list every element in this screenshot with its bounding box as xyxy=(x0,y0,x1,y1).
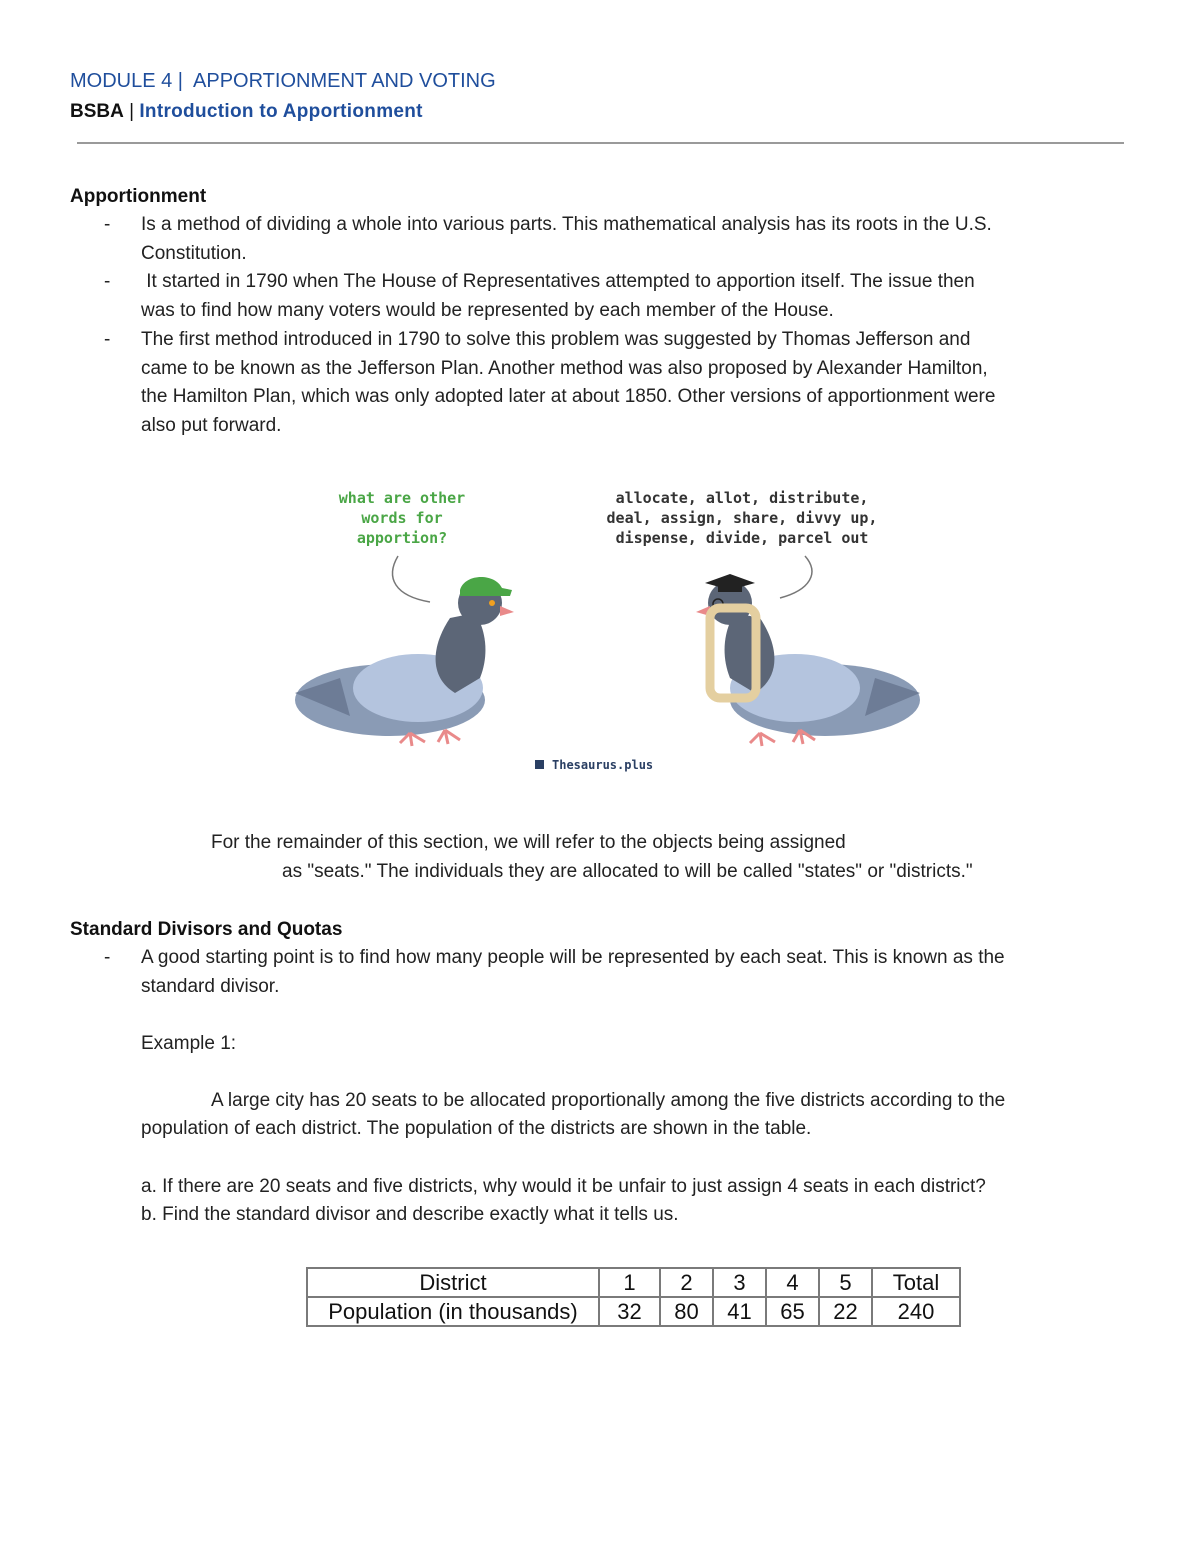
bullet-line: It started in 1790 when The House of Representatives attempted to apportion itself. The issue then xyxy=(141,271,975,293)
topic-title: Introduction to Apportionment xyxy=(139,101,423,122)
program-label: BSBA xyxy=(70,101,124,122)
example-label: Example 1: xyxy=(141,1033,237,1054)
question-a: a. If there are 20 seats and five districts, why would it be unfair to just assign 4 seats in each district? xyxy=(141,1176,986,1197)
bullet-line: A good starting point is to find how many people will be represented by each seat. This is known as the xyxy=(141,947,1005,968)
subtitle xyxy=(70,101,423,123)
table-header-cell: 1 xyxy=(599,1268,660,1297)
remainder-line-2: as "seats." The individuals they are allocated to will be called "states" or "districts." xyxy=(282,861,973,882)
left-pigeon-eye xyxy=(489,600,495,606)
bullet-line: also put forward. xyxy=(141,414,282,436)
bullet-line: Is a method of dividing a whole into various parts. This mathematical analysis has its roots in the U.S. xyxy=(141,214,992,235)
bullet-dash: - xyxy=(104,271,111,293)
bullet-line: The first method introduced in 1790 to solve this problem was suggested by Thomas Jefferson and xyxy=(141,328,971,350)
book-icon xyxy=(535,760,544,769)
standard-bullets xyxy=(0,944,1130,1001)
standard-heading: Standard Divisors and Quotas xyxy=(70,919,343,940)
subtitle-separator: | xyxy=(123,101,140,122)
bullet-line: the Hamilton Plan, which was only adopted later at about 1850. Other versions of apportionment were xyxy=(141,386,996,408)
graduation-cap-base xyxy=(718,584,742,592)
bullet-dash: - xyxy=(104,214,111,235)
table-row-label: Population (in thousands) xyxy=(307,1297,599,1326)
question-b: b. Find the standard divisor and describe exactly what it tells us. xyxy=(141,1204,679,1225)
bullet-line: came to be known as the Jefferson Plan. Another method was also proposed by Alexander Hamilton, xyxy=(141,357,988,379)
bullet-item xyxy=(0,268,1130,325)
header-divider xyxy=(77,142,1124,144)
bullet-line: standard divisor. xyxy=(141,975,280,997)
left-bubble-line: what are other xyxy=(338,489,466,507)
bullet-line: Constitution. xyxy=(141,242,247,264)
bullet-dash: - xyxy=(104,328,111,350)
right-bubble-line: allocate, allot, distribute, xyxy=(615,489,869,507)
bullet-dash: - xyxy=(104,947,111,968)
table-header-cell: 2 xyxy=(660,1268,713,1297)
table-header-row xyxy=(307,1268,960,1297)
table-header-cell: 4 xyxy=(766,1268,819,1297)
bullet-item xyxy=(0,326,1130,441)
problem-line-1: A large city has 20 seats to be allocated proportionally among the five districts according to the xyxy=(211,1090,1006,1111)
table-header-cell: 3 xyxy=(713,1268,766,1297)
table-total-value: 240 xyxy=(872,1297,960,1326)
apportionment-bullets xyxy=(0,211,1130,441)
table-cell: 65 xyxy=(766,1297,819,1326)
left-bubble-line: apportion? xyxy=(356,529,448,547)
problem-line-2: population of each district. The population of the districts are shown in the table. xyxy=(141,1118,812,1139)
table-header-label: District xyxy=(307,1268,599,1297)
population-table xyxy=(306,1267,961,1327)
bullet-item xyxy=(0,944,1130,1001)
watermark: Thesaurus.plus xyxy=(552,758,654,772)
table-cell: 80 xyxy=(660,1297,713,1326)
table-total-label: Total xyxy=(872,1268,960,1297)
table-row xyxy=(307,1297,960,1326)
bullet-item xyxy=(0,211,1130,268)
module-title: MODULE 4 | APPORTIONMENT AND VOTING xyxy=(70,70,496,92)
right-bubble-line: deal, assign, share, divvy up, xyxy=(606,509,878,527)
remainder-line-1: For the remainder of this section, we will refer to the objects being assigned xyxy=(211,832,846,853)
apportionment-heading: Apportionment xyxy=(70,186,207,207)
table-cell: 22 xyxy=(819,1297,872,1326)
table-header-cell: 5 xyxy=(819,1268,872,1297)
pigeons-illustration xyxy=(280,478,930,783)
left-bubble-line: words for xyxy=(361,509,443,527)
right-bubble-line: dispense, divide, parcel out xyxy=(615,529,869,547)
table-cell: 32 xyxy=(599,1297,660,1326)
table-cell: 41 xyxy=(713,1297,766,1326)
bullet-line: was to find how many voters would be represented by each member of the House. xyxy=(141,300,834,322)
